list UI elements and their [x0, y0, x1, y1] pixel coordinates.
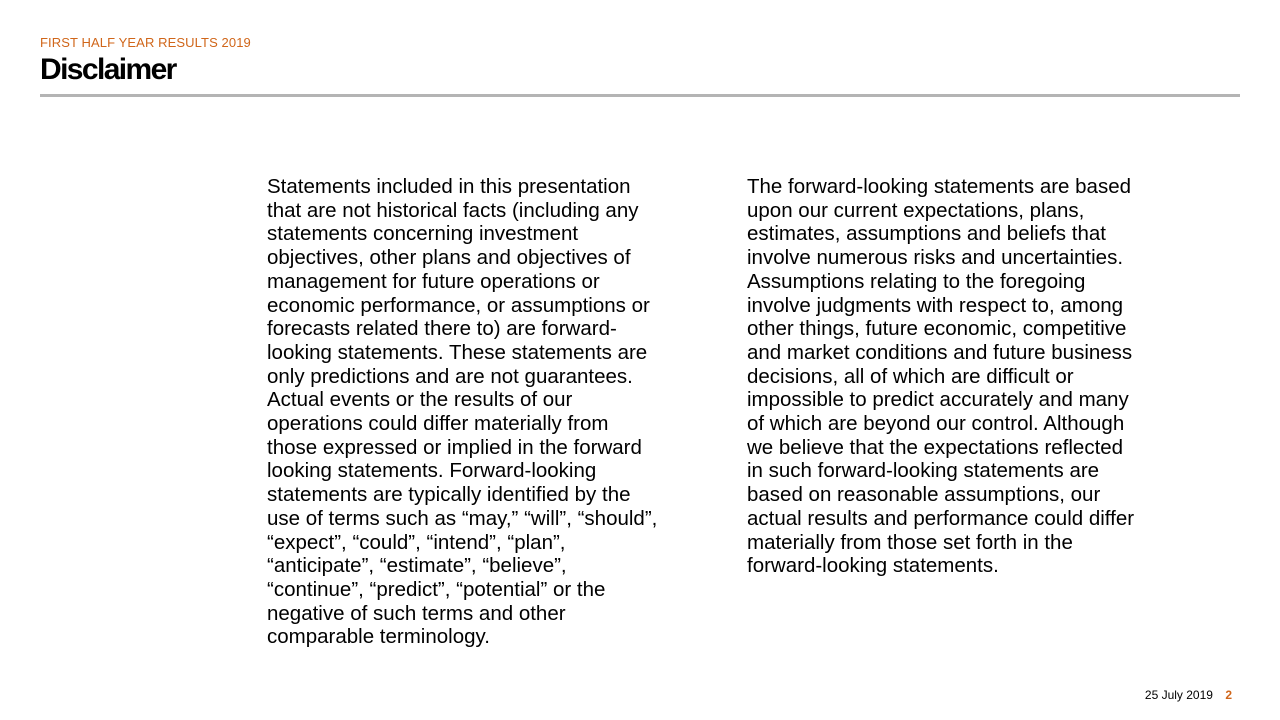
left-column-line: those expressed or implied in the forward [267, 435, 642, 459]
right-column-line: materially from those set forth in the [747, 530, 1073, 554]
right-column-line: based on reasonable assumptions, our [747, 483, 1101, 507]
right-column-line: forward-looking statements. [747, 554, 999, 578]
left-column-line: statements concerning investment [267, 222, 579, 246]
right-column-line: involve judgments with respect to, among [747, 293, 1124, 317]
right-column-line: in such forward-looking statements are [747, 459, 1100, 483]
left-column-line: economic performance, or assumptions or [267, 293, 650, 317]
left-column-line: objectives, other plans and objectives of [267, 246, 631, 270]
right-column-line: Assumptions relating to the foregoing [747, 269, 1086, 293]
right-column-line: and market conditions and future business [747, 340, 1133, 364]
left-column-line: statements are typically identified by the [267, 483, 631, 507]
left-column-line: “expect”, “could”, “intend”, “plan”, [267, 530, 566, 554]
right-column-line: of which are beyond our control. Although [747, 412, 1125, 436]
right-column-line: we believe that the expectations reflected [747, 435, 1124, 459]
left-column-line: management for future operations or [267, 269, 600, 293]
left-column-line: looking statements. These statements are [267, 340, 648, 364]
right-column-line: The forward-looking statements are based [747, 175, 1132, 198]
left-column-line: “anticipate”, “estimate”, “believe”, [267, 554, 567, 578]
left-column-line: “continue”, “predict”, “potential” or the [267, 577, 606, 601]
right-column-line: actual results and performance could differ [747, 506, 1135, 530]
left-column-line: use of terms such as “may,” “will”, “should”, [267, 506, 658, 530]
left-column-line: only predictions and are not guarantees. [267, 364, 633, 388]
footer-date: 25 July 2019 [1144, 688, 1213, 702]
page-title: Disclaimer [40, 53, 176, 86]
page-number: 2 [1225, 688, 1232, 702]
left-column-line: comparable terminology. [267, 625, 490, 649]
right-column-line: other things, future economic, competitive [747, 317, 1127, 341]
left-column-line: operations could differ materially from [267, 412, 609, 436]
left-column-line: forecasts related there to) are forward- [267, 317, 617, 341]
left-column-line: Statements included in this presentation [267, 175, 631, 198]
left-column-line: looking statements. Forward-looking [267, 459, 597, 483]
right-column-line: impossible to predict accurately and many [747, 388, 1129, 412]
right-column-line: decisions, all of which are difficult or [747, 364, 1074, 388]
right-column-line: upon our current expectations, plans, [747, 198, 1085, 222]
right-column-line: involve numerous risks and uncertainties. [747, 246, 1124, 270]
left-column-line: negative of such terms and other [267, 601, 566, 625]
disclaimer-left-column [267, 175, 657, 649]
title-divider [40, 94, 1240, 97]
disclaimer-right-column [747, 175, 1134, 578]
left-column-line: that are not historical facts (including any [267, 198, 639, 222]
slide-footer [1145, 688, 1232, 702]
left-column-line: Actual events or the results of our [267, 388, 573, 412]
right-column-line: estimates, assumptions and beliefs that [747, 222, 1106, 246]
header-kicker: FIRST HALF YEAR RESULTS 2019 [40, 35, 251, 50]
